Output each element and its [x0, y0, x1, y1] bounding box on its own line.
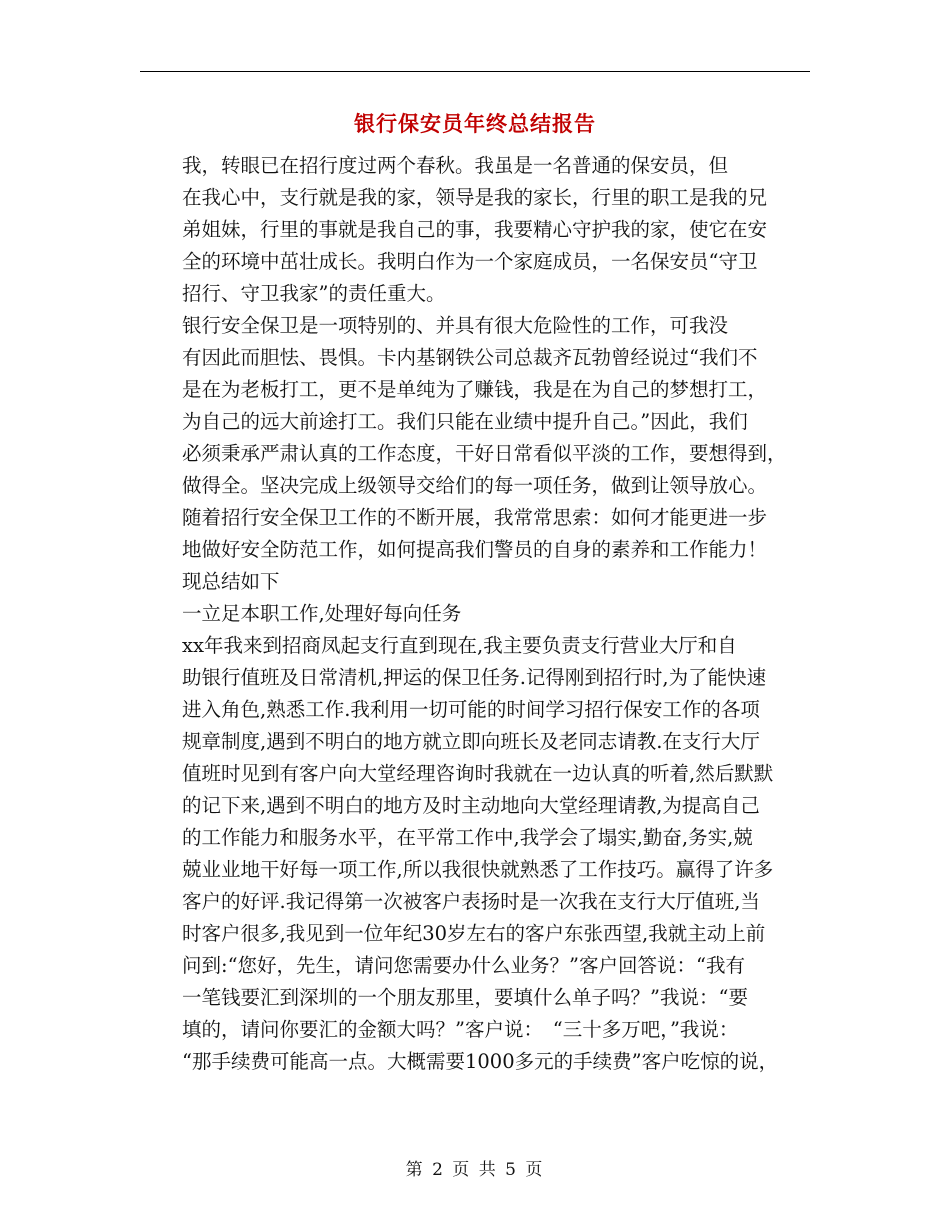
paragraph-line: 现总结如下 — [182, 570, 280, 593]
paragraph-line: 的工作能力和服务水平，在平常工作中,我学会了塌实,勤奋,务实,兢 — [182, 826, 753, 849]
paragraph-line: 弟姐妹，行里的事就是我自己的事，我要精心守护我的家，使它在安 — [182, 218, 768, 241]
paragraph-line: 招行、守卫我家”的责任重大。 — [182, 282, 446, 305]
paragraph-line: 随着招行安全保卫工作的不断开展，我常常思索：如何才能更进一步 — [182, 506, 768, 529]
paragraph-line: 在我心中，支行就是我的家，领导是我的家长，行里的职工是我的兄 — [182, 186, 768, 209]
paragraph-line: 值班时见到有客户向大堂经理咨询时我就在一边认真的听着,然后默默 — [182, 762, 774, 785]
paragraph-line: 兢业业地干好每一项工作,所以我很快就熟悉了工作技巧。赢得了许多 — [182, 858, 774, 881]
paragraph-line: 问到:“您好，先生，请问您需要办什么业务？”客户回答说：“我有 — [182, 954, 745, 977]
paragraph-line: 一立足本职工作,处理好每向任务 — [182, 602, 462, 625]
paragraph-line: 的记下来,遇到不明白的地方及时主动地向大堂经理请教,为提高自己 — [182, 794, 760, 817]
paragraph-line: 必须秉承严肃认真的工作态度，干好日常看似平淡的工作，要想得到， — [182, 442, 787, 465]
document-title: 银行保安员年终总结报告 — [354, 111, 596, 136]
paragraph-line: 助银行值班及日常清机,押运的保卫任务.记得刚到招行时,为了能快速 — [182, 666, 767, 689]
paragraph-line: 银行安全保卫是一项特别的、并具有很大危险性的工作，可我没 — [182, 314, 729, 337]
paragraph-line: 进入角色,熟悉工作.我利用一切可能的时间学习招行保安工作的各项 — [182, 698, 760, 721]
paragraph-line: 规章制度,遇到不明白的地方就立即向班长及老同志请教.在支行大厅 — [182, 730, 760, 753]
paragraph-line: 为自己的远大前途打工。我们只能在业绩中提升自己。”因此，我们 — [182, 410, 748, 433]
paragraph-line: 填的，请问你要汇的金额大吗？”客户说： “三十多万吧，”我说： — [182, 1018, 739, 1041]
paragraph-line: 做得全。坚决完成上级领导交给们的每一项任务，做到让领导放心。 — [182, 474, 768, 497]
paragraph — [143, 598, 811, 630]
header-rule — [140, 71, 810, 72]
document-body — [143, 150, 811, 1078]
paragraph-line: “那手续费可能高一点。大概需要1000多元的手续费”客户吃惊的说， — [182, 1050, 779, 1073]
paragraph — [143, 630, 811, 1078]
paragraph-line: 我，转眼已在招行度过两个春秋。我虽是一名普通的保安员，但 — [182, 154, 729, 177]
paragraph-line: 一笔钱要汇到深圳的一个朋友那里，要填什么单子吗？”我说：“要 — [182, 986, 748, 1009]
paragraph-line: 是在为老板打工，更不是单纯为了赚钱，我是在为自己的梦想打工， — [182, 378, 768, 401]
paragraph — [143, 310, 811, 598]
paragraph-line: 全的环境中茁壮成长。我明白作为一个家庭成员，一名保安员“守卫 — [182, 250, 758, 273]
paragraph-line: 有因此而胆怯、畏惧。卡内基钢铁公司总裁齐瓦勃曾经说过“我们不 — [182, 346, 758, 369]
paragraph — [143, 150, 811, 310]
paragraph-line: 客户的好评.我记得第一次被客户表扬时是一次我在支行大厅值班,当 — [182, 890, 760, 913]
paragraph-line: 时客户很多,我见到一位年纪30岁左右的客户东张西望,我就主动上前 — [182, 922, 766, 945]
page-footer: 第 2 页 共 5 页 — [405, 1160, 545, 1180]
paragraph-line: 地做好安全防范工作，如何提高我们警员的自身的素养和工作能力！ — [182, 538, 768, 561]
paragraph-line: xx年我来到招商凤起支行直到现在,我主要负责支行营业大厅和自 — [182, 634, 737, 657]
